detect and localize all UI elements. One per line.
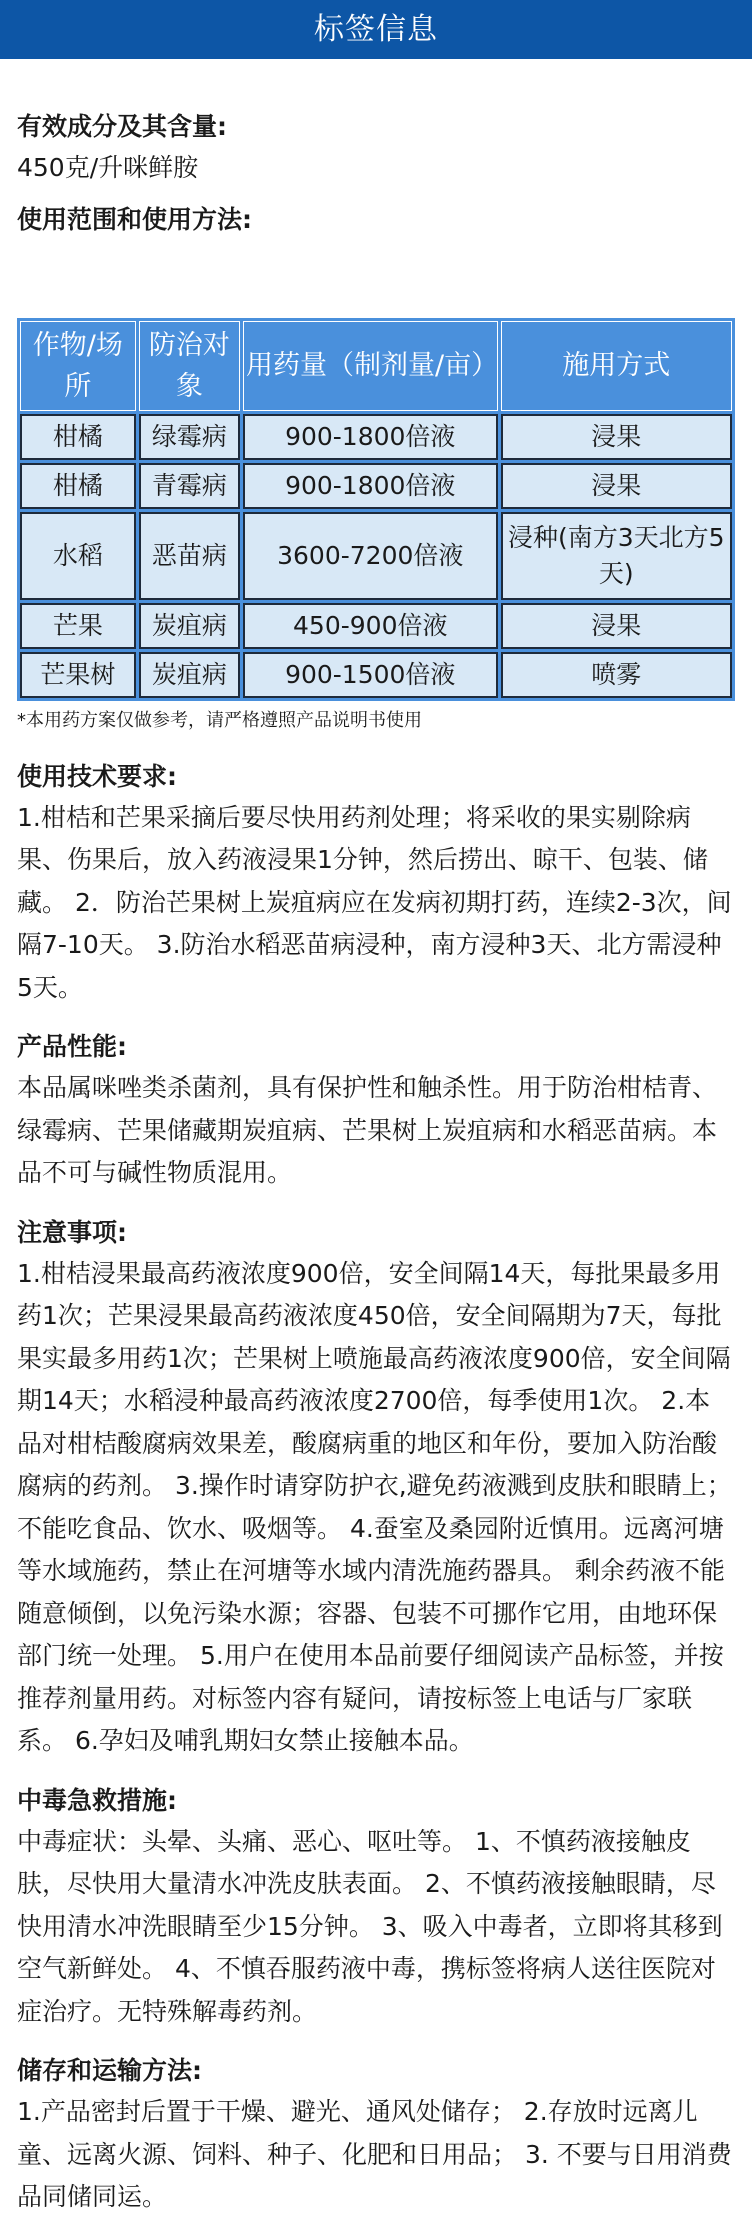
cell-method: 喷雾 <box>501 652 732 698</box>
first-aid-title: 中毒急救措施: <box>17 1785 177 1815</box>
storage-title: 储存和运输方法: <box>17 2056 202 2085</box>
cell-target: 炭疽病 <box>139 652 240 698</box>
table-row <box>20 463 732 509</box>
cell-dosage: 900-1500倍液 <box>243 652 498 698</box>
table-row <box>20 652 732 698</box>
cell-dosage: 3600-7200倍液 <box>243 512 498 600</box>
cell-dosage: 450-900倍液 <box>243 603 498 649</box>
first-aid-text: 中毒症状：头晕、头痛、恶心、呕吐等。 1、不慎药液接触皮肤，尽快用大量清水冲洗皮肤表面。 2、不慎药液接触眼睛，尽快用清水冲洗眼睛至少15分钟。 3、吸入中毒者，立即将其移到空气新鲜处。 4、不慎吞服药液中毒，携标签将病人送往医院对症治疗。无特殊解毒药剂。 <box>17 1826 723 2026</box>
performance-text: 本品属咪唑类杀菌剂，具有保护性和触杀性。用于防治柑桔青、绿霉病、芒果储藏期炭疽病、芒果树上炭疽病和水稻恶苗病。本品不可与碱性物质混用。 <box>17 1073 718 1187</box>
usage-table-header-row <box>20 321 732 411</box>
header-target: 防治对象 <box>139 321 240 411</box>
technical-text: 1.柑桔和芒果采摘后要尽快用药剂处理；将采收的果实剔除病果、伤果后，放入药液浸果1分钟，然后捞出、晾干、包装、储藏。 2．防治芒果树上炭疽病应在发病初期打药，连续2-3次，间隔7-10天。 3.防治水稻恶苗病浸种，南方浸种3天、北方需浸种5天。 <box>17 802 732 1002</box>
cell-crop: 水稻 <box>20 512 136 600</box>
page-header <box>0 0 752 59</box>
precautions-section <box>17 1213 734 1763</box>
header-crop: 作物/场所 <box>20 321 136 411</box>
cell-crop: 柑橘 <box>20 463 136 509</box>
cell-target: 绿霉病 <box>139 414 240 460</box>
header-method: 施用方式 <box>501 321 732 411</box>
active-ingredient-section <box>17 59 734 190</box>
cell-crop: 芒果树 <box>20 652 136 698</box>
cell-method: 浸果 <box>501 463 732 509</box>
storage-section <box>17 2051 734 2219</box>
header-dosage: 用药量（制剂量/亩） <box>243 321 498 411</box>
cell-method: 浸果 <box>501 414 732 460</box>
usage-table <box>17 318 735 701</box>
active-ingredient-text: 450克/升咪鲜胺 <box>17 153 199 182</box>
page-title: 标签信息 <box>314 12 438 47</box>
label-content <box>0 59 752 2219</box>
precautions-text: 1.柑桔浸果最高药液浓度900倍，安全间隔14天，每批果最多用药1次；芒果浸果最高药液浓度450倍，安全间隔期为7天，每批果实最多用药1次；芒果树上喷施最高药液浓度900倍，安全间隔期14天；水稻浸种最高药液浓度2700倍，每季使用1次。 2.本品对柑桔酸腐病效果差，酸腐病重的地区和年份，要加入防治酸腐病的药剂。 3.操作时请穿防护衣,避免药液溅到皮肤和眼睛上；不能吃食品、饮水、吸烟等。 4.蚕室及桑园附近慎用。远离河塘等水域施药，禁止在河塘等水域内清洗施药器具。 剩余药液不能随意倾倒，以免污染水源；容器、包装不可挪作它用，由地环保部门统一处理。 5.用户在使用本品前要仔细阅读产品标签，并按推荐剂量用药。对标签内容有疑问，请按标签上电话与厂家联系。 6.孕妇及哺乳期妇女禁止接触本品。 <box>17 1258 732 1755</box>
cell-dosage: 900-1800倍液 <box>243 414 498 460</box>
precautions-title: 注意事项: <box>17 1217 127 1247</box>
cell-target: 炭疽病 <box>139 603 240 649</box>
table-row <box>20 603 732 649</box>
usage-section <box>17 200 734 735</box>
usage-title: 使用范围和使用方法: <box>17 204 252 234</box>
cell-dosage: 900-1800倍液 <box>243 463 498 509</box>
cell-method: 浸种(南方3天北方5天) <box>501 512 732 600</box>
first-aid-section <box>17 1781 734 2034</box>
table-row <box>20 414 732 460</box>
active-ingredient-title: 有效成分及其含量: <box>17 112 227 141</box>
table-row <box>20 512 732 600</box>
technical-title: 使用技术要求: <box>17 761 177 791</box>
performance-title: 产品性能: <box>17 1032 127 1061</box>
cell-target: 恶苗病 <box>139 512 240 600</box>
cell-crop: 芒果 <box>20 603 136 649</box>
cell-method: 浸果 <box>501 603 732 649</box>
performance-section <box>17 1027 734 1195</box>
technical-section <box>17 757 734 1010</box>
cell-target: 青霉病 <box>139 463 240 509</box>
storage-text: 1.产品密封后置于干燥、避光、通风处储存； 2.存放时远离儿童、远离火源、饲料、种子、化肥和日用品； 3. 不要与日用消费品同储同运。 <box>17 2097 732 2211</box>
cell-crop: 柑橘 <box>20 414 136 460</box>
table-footnote: *本用药方案仅做参考，请严格遵照产品说明书使用 <box>17 709 422 731</box>
